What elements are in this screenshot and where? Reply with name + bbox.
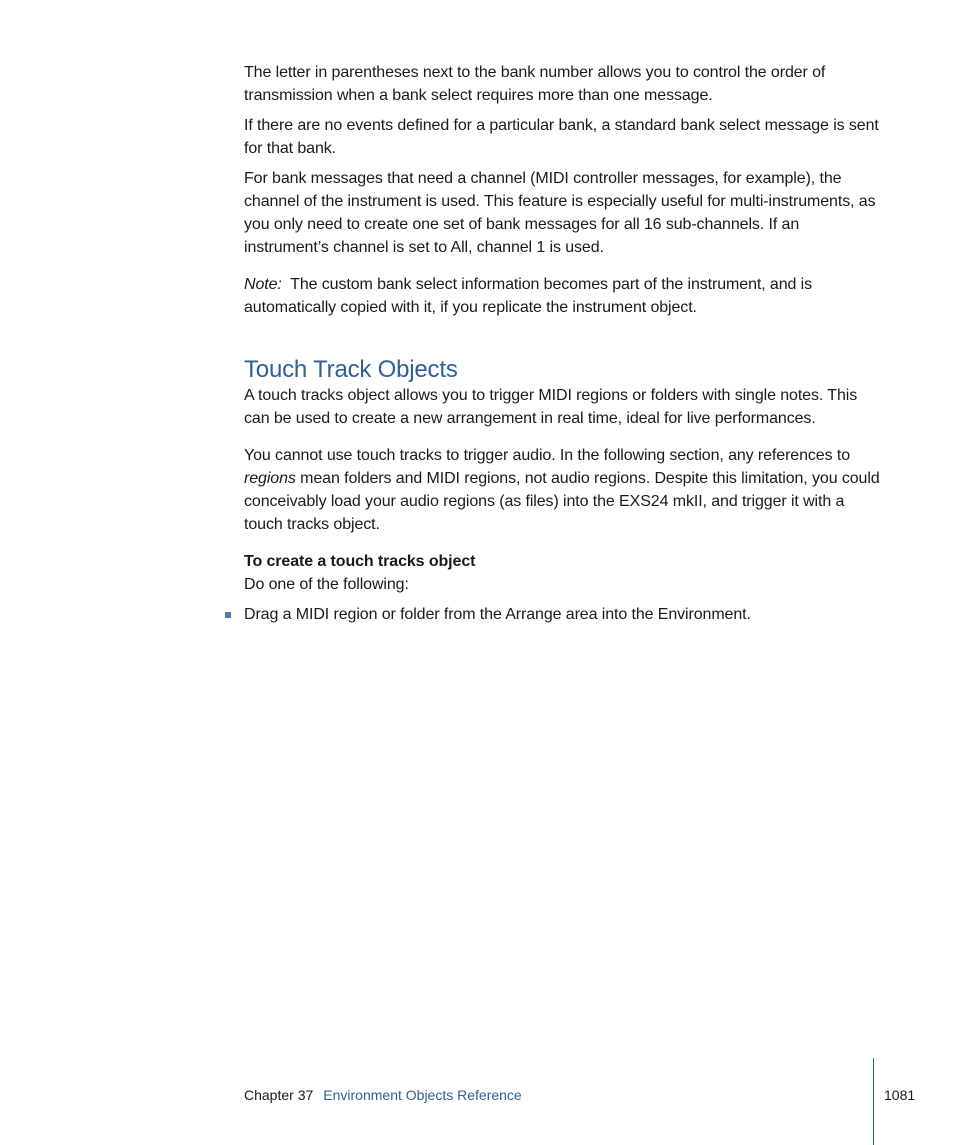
body-paragraph: The letter in parentheses next to the bank number allows you to control the order of transmission when a bank select requires more than one message. xyxy=(244,64,826,104)
page-number: 1081 xyxy=(884,1087,916,1103)
section-paragraph: A touch tracks object allows you to trigger MIDI regions or folders with single notes. This can be used to create a new arrangement in real time, ideal for live performances. xyxy=(244,387,858,427)
chapter-label: Chapter 37 xyxy=(244,1087,314,1103)
body-paragraph: For bank messages that need a channel (MIDI controller messages, for example), the channel of the instrument is used. This feature is especially useful for multi-instruments, as you only need to create one set of bank messages for all 16 sub-channels. If an instrument’s channel is set to All, channel 1 is used. xyxy=(244,170,876,256)
page-footer xyxy=(244,1086,522,1104)
section-title: Touch Track Objects xyxy=(244,356,458,383)
page-content xyxy=(244,61,884,626)
task-heading: To create a touch tracks object xyxy=(244,553,476,570)
list-item-text: Drag a MIDI region or folder from the Arrange area into the Environment. xyxy=(244,606,751,623)
list-item xyxy=(244,603,884,626)
emphasis-term: regions xyxy=(244,470,296,487)
text-run: You cannot use touch tracks to trigger audio. In the following section, any references to xyxy=(244,447,850,464)
section-paragraph xyxy=(244,444,884,536)
chapter-title-link[interactable]: Environment Objects Reference xyxy=(323,1087,522,1103)
note-paragraph xyxy=(244,273,884,319)
body-paragraph: If there are no events defined for a particular bank, a standard bank select message is sent for that bank. xyxy=(244,117,879,157)
note-text: The custom bank select information becomes part of the instrument, and is automatically copied with it, if you replicate the instrument object. xyxy=(244,276,813,316)
task-intro: Do one of the following: xyxy=(244,576,409,593)
text-run: mean folders and MIDI regions, not audio regions. Despite this limitation, you could conceivably load your audio regions (as files) into the EXS24 mkII, and trigger it with a touch tracks object. xyxy=(244,470,880,533)
bullet-square-icon xyxy=(225,612,231,618)
footer-divider xyxy=(873,1058,874,1145)
note-label: Note: xyxy=(244,276,282,293)
